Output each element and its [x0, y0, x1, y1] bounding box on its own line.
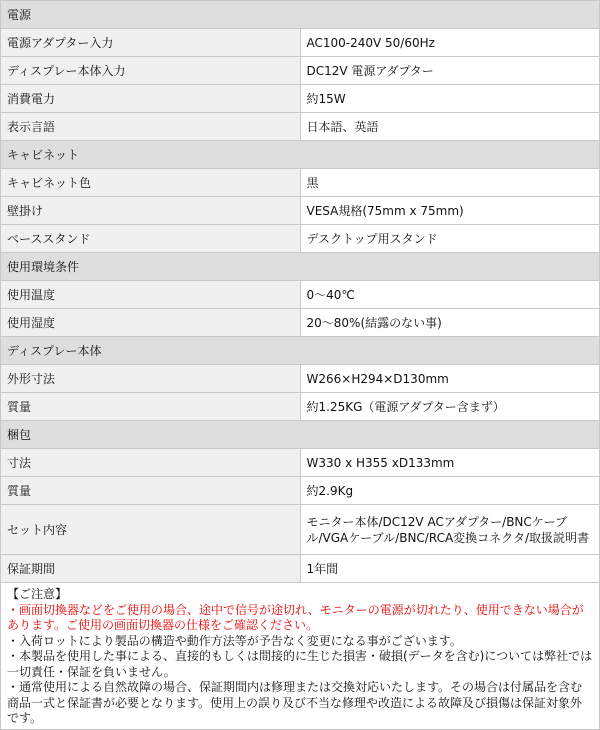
spec-value: デスクトップ用スタンド: [300, 225, 600, 253]
spec-value: 日本語、英語: [300, 113, 600, 141]
spec-label: 使用温度: [1, 281, 301, 309]
spec-value: W330 x H355 xD133mm: [300, 449, 600, 477]
spec-label: 寸法: [1, 449, 301, 477]
spec-value: W266×H294×D130mm: [300, 365, 600, 393]
spec-row: [1, 57, 600, 85]
spec-value: DC12V 電源アダプター: [300, 57, 600, 85]
spec-value: 1年間: [300, 555, 600, 583]
spec-label: 消費電力: [1, 85, 301, 113]
section-header-row: [1, 337, 600, 365]
spec-value: 約1.25KG（電源アダプター含まず）: [300, 393, 600, 421]
spec-row: [1, 29, 600, 57]
section-title: 電源: [1, 1, 600, 29]
notes-line: ・本製品を使用した事による、直接的もしくは間接的に生じた損害・破損(データを含む)については弊社では一切責任・保証を負いません。: [7, 649, 593, 679]
section-header-row: [1, 421, 600, 449]
spec-row: [1, 281, 600, 309]
spec-label: 保証期間: [1, 555, 301, 583]
notes-line: ・通常使用による自然故障の場合、保証期間内は修理または交換対応いたします。その場合は付属品を含む商品一式と保証書が必要となります。使用上の誤り及び不当な修理や改造による故障及び損傷は保証対象外です。: [7, 680, 583, 725]
spec-row: [1, 505, 600, 555]
spec-label: セット内容: [1, 505, 301, 555]
spec-value: 約15W: [300, 85, 600, 113]
section-header-row: [1, 141, 600, 169]
spec-value: VESA規格(75mm x 75mm): [300, 197, 600, 225]
section-title: キャビネット: [1, 141, 600, 169]
spec-row: [1, 555, 600, 583]
section-title: 梱包: [1, 421, 600, 449]
notes-panel: [0, 583, 600, 730]
spec-row: [1, 449, 600, 477]
spec-label: キャビネット色: [1, 169, 301, 197]
spec-row: [1, 365, 600, 393]
spec-label: ベーススタンド: [1, 225, 301, 253]
section-title: 使用環境条件: [1, 253, 600, 281]
notes-line: ・入荷ロットにより製品の構造や動作方法等が予告なく変更になる事がございます。: [7, 633, 462, 648]
spec-row: [1, 85, 600, 113]
spec-value: 黒: [300, 169, 600, 197]
notes-heading: 【ご注意】: [7, 587, 68, 601]
spec-label: 外形寸法: [1, 365, 301, 393]
spec-table-body: [1, 1, 600, 583]
spec-row: [1, 113, 600, 141]
spec-label: 使用湿度: [1, 309, 301, 337]
spec-row: [1, 225, 600, 253]
spec-label: 電源アダプター入力: [1, 29, 301, 57]
spec-row: [1, 477, 600, 505]
spec-label: 質量: [1, 477, 301, 505]
spec-value: 0～40℃: [300, 281, 600, 309]
spec-row: [1, 309, 600, 337]
section-title: ディスプレー本体: [1, 337, 600, 365]
notes-warning: ・画面切換器などをご使用の場合、途中で信号が途切れ、モニターの電源が切れたり、使用できない場合があります。ご使用の画面切換器の仕様をご確認ください。: [7, 602, 584, 632]
spec-label: 質量: [1, 393, 301, 421]
spec-row: [1, 197, 600, 225]
spec-value: 約2.9Kg: [300, 477, 600, 505]
spec-row: [1, 169, 600, 197]
spec-label: ディスプレー本体入力: [1, 57, 301, 85]
spec-row: [1, 393, 600, 421]
spec-label: 壁掛け: [1, 197, 301, 225]
section-header-row: [1, 1, 600, 29]
spec-label: 表示言語: [1, 113, 301, 141]
spec-value: AC100-240V 50/60Hz: [300, 29, 600, 57]
spec-value: 20～80%(結露のない事): [300, 309, 600, 337]
section-header-row: [1, 253, 600, 281]
spec-value: モニター本体/DC12V ACアダプター/BNCケーブル/VGAケーブル/BNC/RCA変換コネクタ/取扱説明書: [300, 505, 600, 555]
